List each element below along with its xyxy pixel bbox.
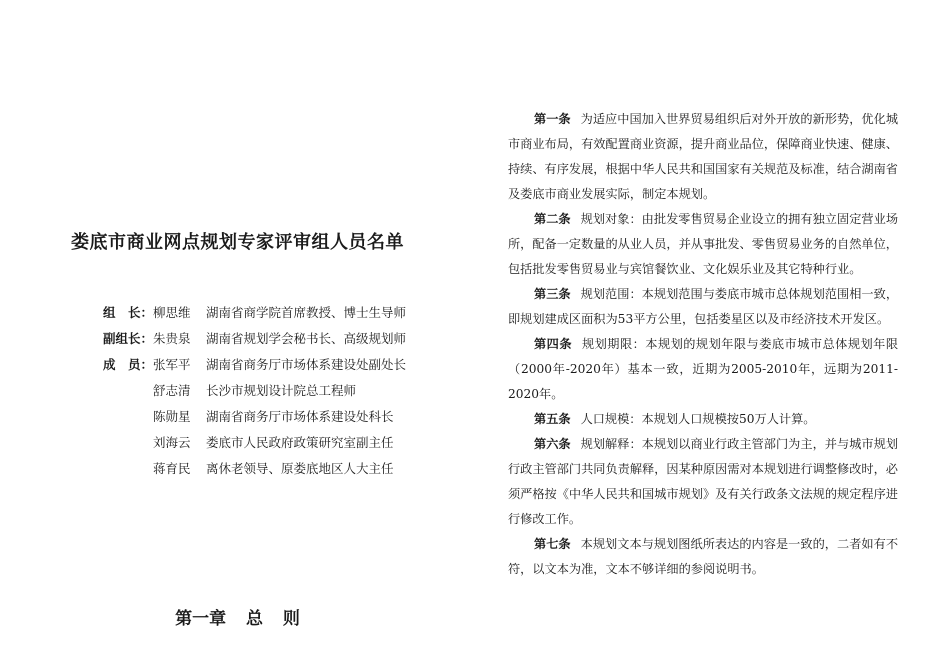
member-role <box>103 383 153 409</box>
member-role <box>103 409 153 435</box>
member-name: 蒋育民 <box>153 461 191 476</box>
article-3 <box>508 282 898 332</box>
member-row <box>103 409 406 435</box>
article-list <box>508 107 898 582</box>
article-1 <box>508 107 898 207</box>
article-label: 第七条 <box>534 537 571 551</box>
article-label: 第六条 <box>534 437 571 451</box>
member-name: 刘海云 <box>153 435 191 450</box>
member-name: 舒志清 <box>153 383 191 398</box>
right-page <box>475 0 950 672</box>
member-row <box>103 435 406 461</box>
article-text: 为适应中国加入世界贸易组织后对外开放的新形势，优化城市商业布局，有效配置商业资源，提升商业品位，保障商业快速、健康、持续、有序发展，根据中华人民共和国国家有关规范及标准，结合湖南省及娄底市商业发展实际，制定本规划。 <box>508 112 899 201</box>
member-row <box>103 383 406 409</box>
article-5 <box>508 407 898 432</box>
article-label: 第二条 <box>534 212 571 226</box>
article-text: 本规划文本与规划图纸所表达的内容是一致的，二者如有不符，以文本为准，文本不够详细的参阅说明书。 <box>508 537 899 576</box>
member-title: 娄底市人民政府政策研究室副主任 <box>206 435 394 450</box>
member-name: 朱贵泉 <box>153 331 191 346</box>
member-name: 陈勋星 <box>153 409 191 424</box>
article-label: 第五条 <box>534 412 571 426</box>
member-title: 离休老领导、原娄底地区人大主任 <box>206 461 394 476</box>
member-role <box>103 461 153 487</box>
article-text: 规划对象：由批发零售贸易企业设立的拥有独立固定营业场所，配备一定数量的从业人员，并从事批发、零售贸易业务的自然单位，包括批发零售贸易业与宾馆餐饮业、文化娱乐业及其它特种行业。 <box>508 212 899 276</box>
article-label: 第一条 <box>534 112 571 126</box>
article-label: 第四条 <box>534 337 572 351</box>
article-2 <box>508 207 898 282</box>
member-role: 副组长： <box>103 331 154 346</box>
article-text: 规划范围：本规划范围与娄底市城市总体规划范围相一致，即规划建成区面积为53平方公里，包括娄星区以及市经济技术开发区。 <box>508 287 899 326</box>
page-title: 娄底市商业网点规划专家评审组人员名单 <box>71 232 404 253</box>
member-row <box>103 305 406 331</box>
article-6 <box>508 432 898 532</box>
member-row <box>103 357 406 383</box>
member-title: 湖南省商学院首席教授、博士生导师 <box>206 305 407 320</box>
member-name: 张军平 <box>153 357 191 372</box>
member-title: 湖南省规划学会秘书长、高级规划师 <box>206 331 407 346</box>
article-text: 规划解释：本规划以商业行政主管部门为主，并与城市规划行政主管部门共同负责解释，因某种原因需对本规划进行调整修改时，必须严格按《中华人民共和国城市规划》及有关行政条文法规的规定程序进行修改工作。 <box>508 437 899 526</box>
article-7 <box>508 532 898 582</box>
chapter-heading: 第一章 总 则 <box>175 609 300 629</box>
article-4 <box>508 332 898 407</box>
member-title: 长沙市规划设计院总工程师 <box>206 383 357 398</box>
member-role: 成 员： <box>103 357 154 372</box>
article-label: 第三条 <box>534 287 571 301</box>
article-text: 人口规模：本规划人口规模按50万人计算。 <box>580 412 816 426</box>
member-role: 组 长： <box>103 305 154 320</box>
member-role <box>103 435 153 461</box>
member-title: 湖南省商务厅市场体系建设处副处长 <box>206 357 407 372</box>
member-list <box>103 305 406 487</box>
member-name: 柳思维 <box>153 305 191 320</box>
article-text: 规划期限：本规划的规划年限与娄底市城市总体规划年限（2000年-2020年）基本一致，近期为2005-2010年，远期为2011-2020年。 <box>508 337 899 401</box>
member-row <box>103 331 406 357</box>
member-title: 湖南省商务厅市场体系建设处科长 <box>206 409 394 424</box>
member-row <box>103 461 406 487</box>
